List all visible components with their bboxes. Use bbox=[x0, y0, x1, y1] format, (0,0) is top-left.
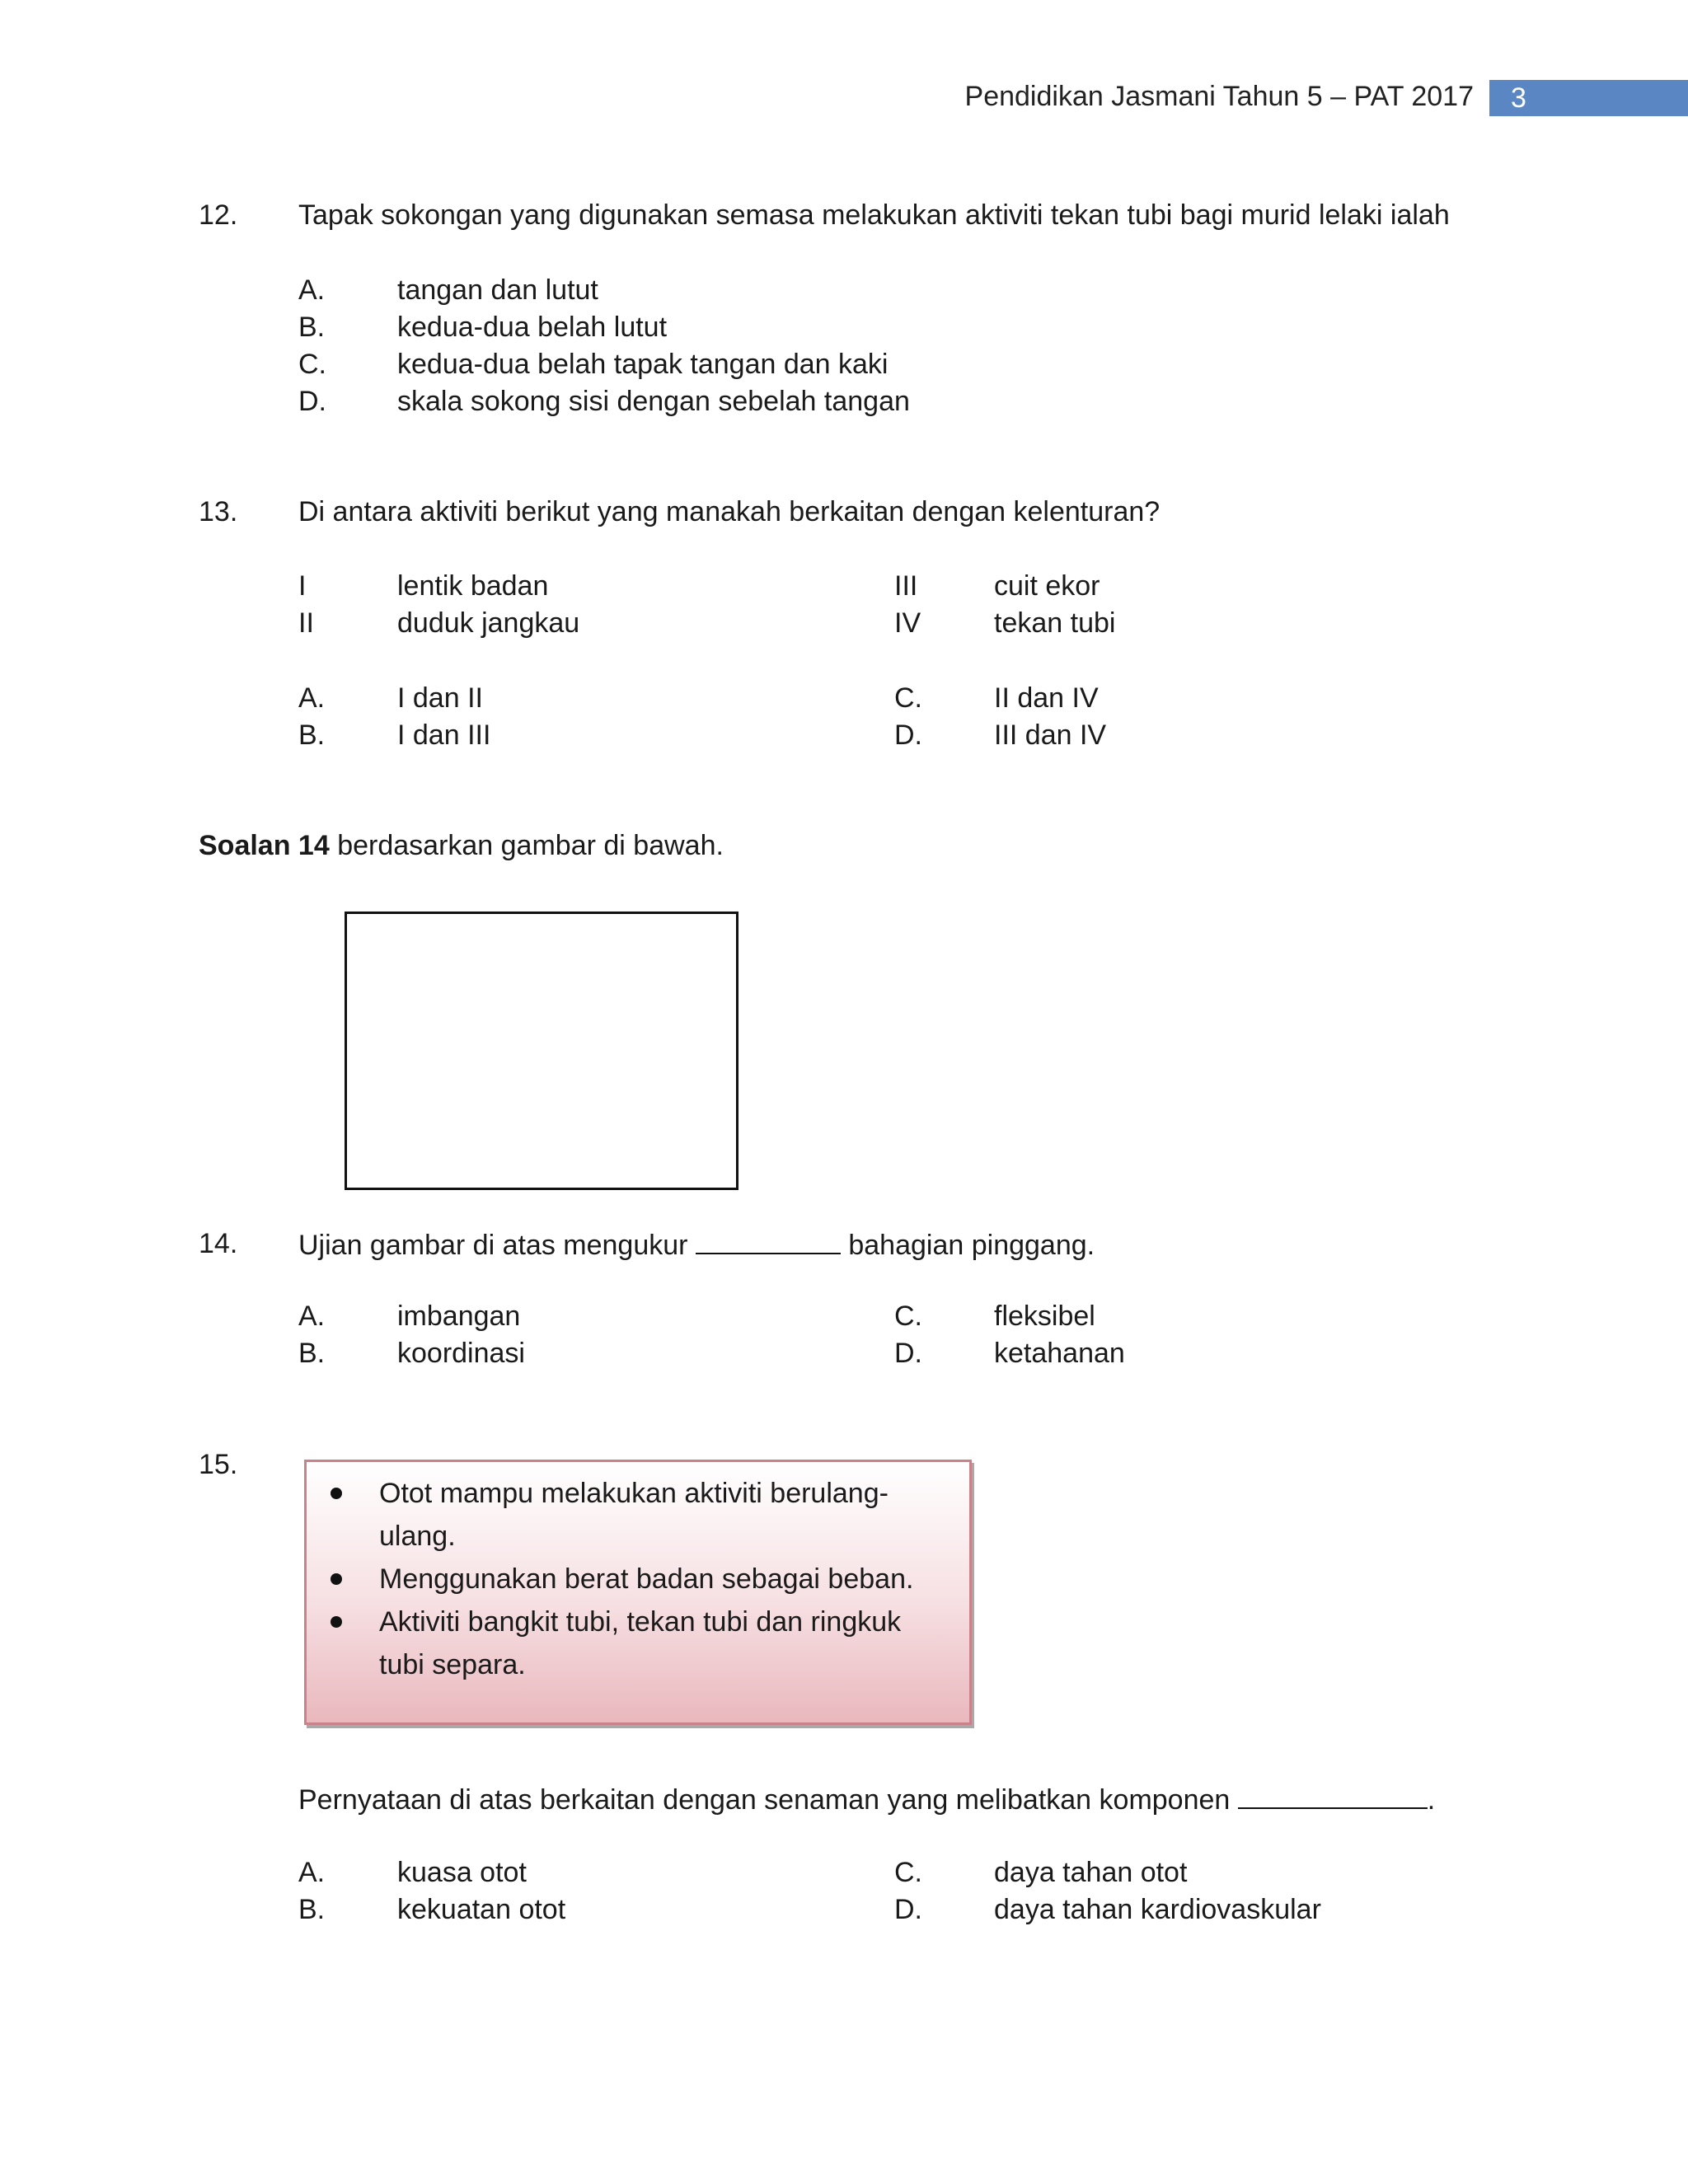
bullet-icon bbox=[331, 1573, 342, 1585]
q13-option-text: I dan III bbox=[397, 719, 491, 751]
q13-option-text: II dan IV bbox=[994, 682, 1099, 714]
answer-blank bbox=[1238, 1783, 1428, 1809]
q15-option-text: kekuatan otot bbox=[397, 1894, 566, 1925]
q13-number: 13. bbox=[199, 496, 238, 527]
q14-option-letter: D. bbox=[894, 1338, 922, 1369]
q13-item-roman: I bbox=[298, 570, 307, 602]
statement-item bbox=[307, 1558, 936, 1601]
q13-option-letter: C. bbox=[894, 682, 922, 714]
q13-option-letter: A. bbox=[298, 682, 326, 714]
q13-item-text: duduk jangkau bbox=[397, 607, 580, 639]
q15-stem-before: Pernyataan di atas berkaitan dengan senaman yang melibatkan komponen bbox=[298, 1784, 1238, 1816]
q15-option-text: kuasa otot bbox=[397, 1857, 527, 1888]
statement-text: Aktiviti bangkit tubi, tekan tubi dan ringkuk tubi separa. bbox=[379, 1606, 902, 1680]
statement-text: Menggunakan berat badan sebagai beban. bbox=[379, 1563, 914, 1595]
q12-option-letter: D. bbox=[298, 386, 326, 417]
q12-option-text: kedua-dua belah tapak tangan dan kaki bbox=[397, 349, 889, 380]
q12-option-text: tangan dan lutut bbox=[397, 274, 598, 306]
q14-option-text: imbangan bbox=[397, 1301, 521, 1332]
question-image-frame bbox=[345, 912, 738, 1190]
q13-item-text: tekan tubi bbox=[994, 607, 1116, 639]
statement-item bbox=[307, 1472, 936, 1558]
q14-option-letter: A. bbox=[298, 1301, 326, 1332]
q13-item-text: lentik badan bbox=[397, 570, 549, 602]
q13-item-roman: III bbox=[894, 570, 918, 602]
q15-option-letter: D. bbox=[894, 1894, 922, 1925]
bullet-icon bbox=[331, 1616, 342, 1628]
q13-stem: Di antara aktiviti berikut yang manakah berkaitan dengan kelenturan? bbox=[298, 496, 1160, 527]
statement-item bbox=[307, 1601, 936, 1686]
q13-option-letter: B. bbox=[298, 719, 326, 751]
q15-option-text: daya tahan kardiovaskular bbox=[994, 1894, 1321, 1925]
q14-intro bbox=[199, 830, 724, 862]
q14-option-text: ketahanan bbox=[994, 1338, 1125, 1369]
q15-stem-after: . bbox=[1427, 1784, 1436, 1816]
q12-option-letter: C. bbox=[298, 349, 326, 380]
q14-intro-rest: berdasarkan gambar di bawah. bbox=[329, 830, 724, 861]
q14-stem-before: Ujian gambar di atas mengukur bbox=[298, 1230, 696, 1261]
q12-option-text: kedua-dua belah lutut bbox=[397, 312, 668, 343]
q12-option-letter: A. bbox=[298, 274, 326, 306]
q12-option-letter: B. bbox=[298, 312, 326, 343]
q15-option-text: daya tahan otot bbox=[994, 1857, 1188, 1888]
q14-stem-after: bahagian pinggang. bbox=[840, 1230, 1095, 1261]
statement-text: Otot mampu melakukan aktiviti berulang-ulang. bbox=[379, 1478, 889, 1552]
q14-stem bbox=[298, 1228, 1095, 1262]
q14-option-letter: B. bbox=[298, 1338, 326, 1369]
q13-option-text: III dan IV bbox=[994, 719, 1107, 751]
page-number-badge: 3 bbox=[1489, 80, 1688, 116]
header-title: Pendidikan Jasmani Tahun 5 – PAT 2017 bbox=[964, 81, 1474, 112]
q14-option-letter: C. bbox=[894, 1301, 922, 1332]
q13-item-roman: II bbox=[298, 607, 314, 639]
bullet-icon bbox=[331, 1488, 342, 1499]
q14-option-text: fleksibel bbox=[994, 1301, 1095, 1332]
q14-intro-bold: Soalan 14 bbox=[199, 830, 330, 861]
q12-option-text: skala sokong sisi dengan sebelah tangan bbox=[397, 386, 910, 417]
q13-item-text: cuit ekor bbox=[994, 570, 1100, 602]
q12-stem: Tapak sokongan yang digunakan semasa melakukan aktiviti tekan tubi bagi murid lelaki ialah bbox=[298, 199, 1450, 231]
q15-option-letter: B. bbox=[298, 1894, 326, 1925]
q15-option-letter: C. bbox=[894, 1857, 922, 1888]
q13-option-letter: D. bbox=[894, 719, 922, 751]
q15-stem bbox=[298, 1783, 1435, 1816]
q13-option-text: I dan II bbox=[397, 682, 483, 714]
q15-option-letter: A. bbox=[298, 1857, 326, 1888]
q14-option-text: koordinasi bbox=[397, 1338, 525, 1369]
q15-number: 15. bbox=[199, 1449, 238, 1480]
q14-number: 14. bbox=[199, 1228, 238, 1259]
q15-statement-box bbox=[304, 1460, 972, 1725]
answer-blank bbox=[696, 1228, 841, 1254]
q12-number: 12. bbox=[199, 199, 238, 231]
q13-item-roman: IV bbox=[894, 607, 921, 639]
